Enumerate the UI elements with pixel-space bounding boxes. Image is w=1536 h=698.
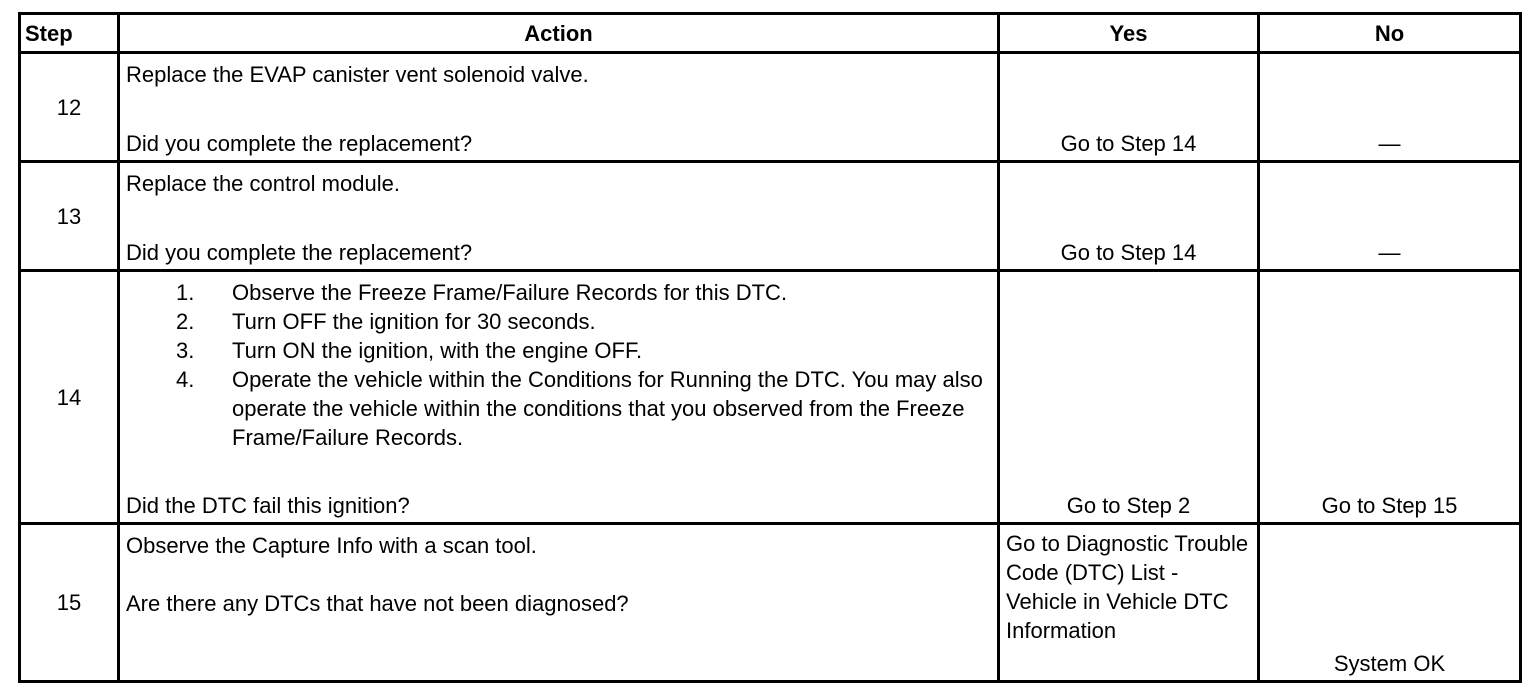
step-number: 14 [20,271,119,524]
step-number: 13 [20,162,119,271]
header-no: No [1259,14,1521,53]
no-result: System OK [1259,524,1521,682]
header-row [20,14,1521,53]
substep-list [126,278,991,452]
action-cell [119,271,999,524]
action-cell [119,53,999,162]
step-number: 15 [20,524,119,682]
action-cell [119,162,999,271]
substep-text: Observe the Freeze Frame/Failure Records for this DTC. [232,280,788,305]
action-text: Replace the EVAP canister vent solenoid valve. [126,62,589,87]
diagnostic-step-table [18,12,1522,683]
substep-number: 4. [176,367,195,392]
substep-number: 1. [176,280,195,305]
substep-text: Turn ON the ignition, with the engine OFF. [232,338,643,363]
action-question: Did you complete the replacement? [126,131,473,156]
substep-text: Turn OFF the ignition for 30 seconds. [232,309,596,334]
yes-result: Go to Diagnostic Trouble Code (DTC) List - Vehicle in Vehicle DTC Information [999,524,1259,682]
action-text: Replace the control module. [126,171,400,196]
table-row [20,271,1521,524]
step-number: 12 [20,53,119,162]
table-row [20,524,1521,682]
diagnostic-table-container [18,12,1522,683]
list-item [126,307,991,336]
action-text: Observe the Capture Info with a scan tool. [126,533,537,558]
action-cell [119,524,999,682]
list-item [126,336,991,365]
substep-text: Operate the vehicle within the Conditions for Running the DTC. You may also operate the vehicle within the conditions that you observed from the Freeze Frame/Failure Records. [232,367,983,450]
header-action: Action [119,14,999,53]
yes-result: Go to Step 2 [999,271,1259,524]
header-step: Step [20,14,119,53]
yes-result: Go to Step 14 [999,162,1259,271]
yes-result: Go to Step 14 [999,53,1259,162]
no-result: — [1259,53,1521,162]
substep-number: 2. [176,309,195,334]
header-yes: Yes [999,14,1259,53]
no-result: — [1259,162,1521,271]
list-item [126,365,991,452]
table-row [20,53,1521,162]
table-row [20,162,1521,271]
substep-number: 3. [176,338,195,363]
action-question: Are there any DTCs that have not been diagnosed? [126,591,629,616]
action-question: Did you complete the replacement? [126,240,473,265]
no-result: Go to Step 15 [1259,271,1521,524]
action-question: Did the DTC fail this ignition? [126,493,410,518]
list-item [126,278,991,307]
